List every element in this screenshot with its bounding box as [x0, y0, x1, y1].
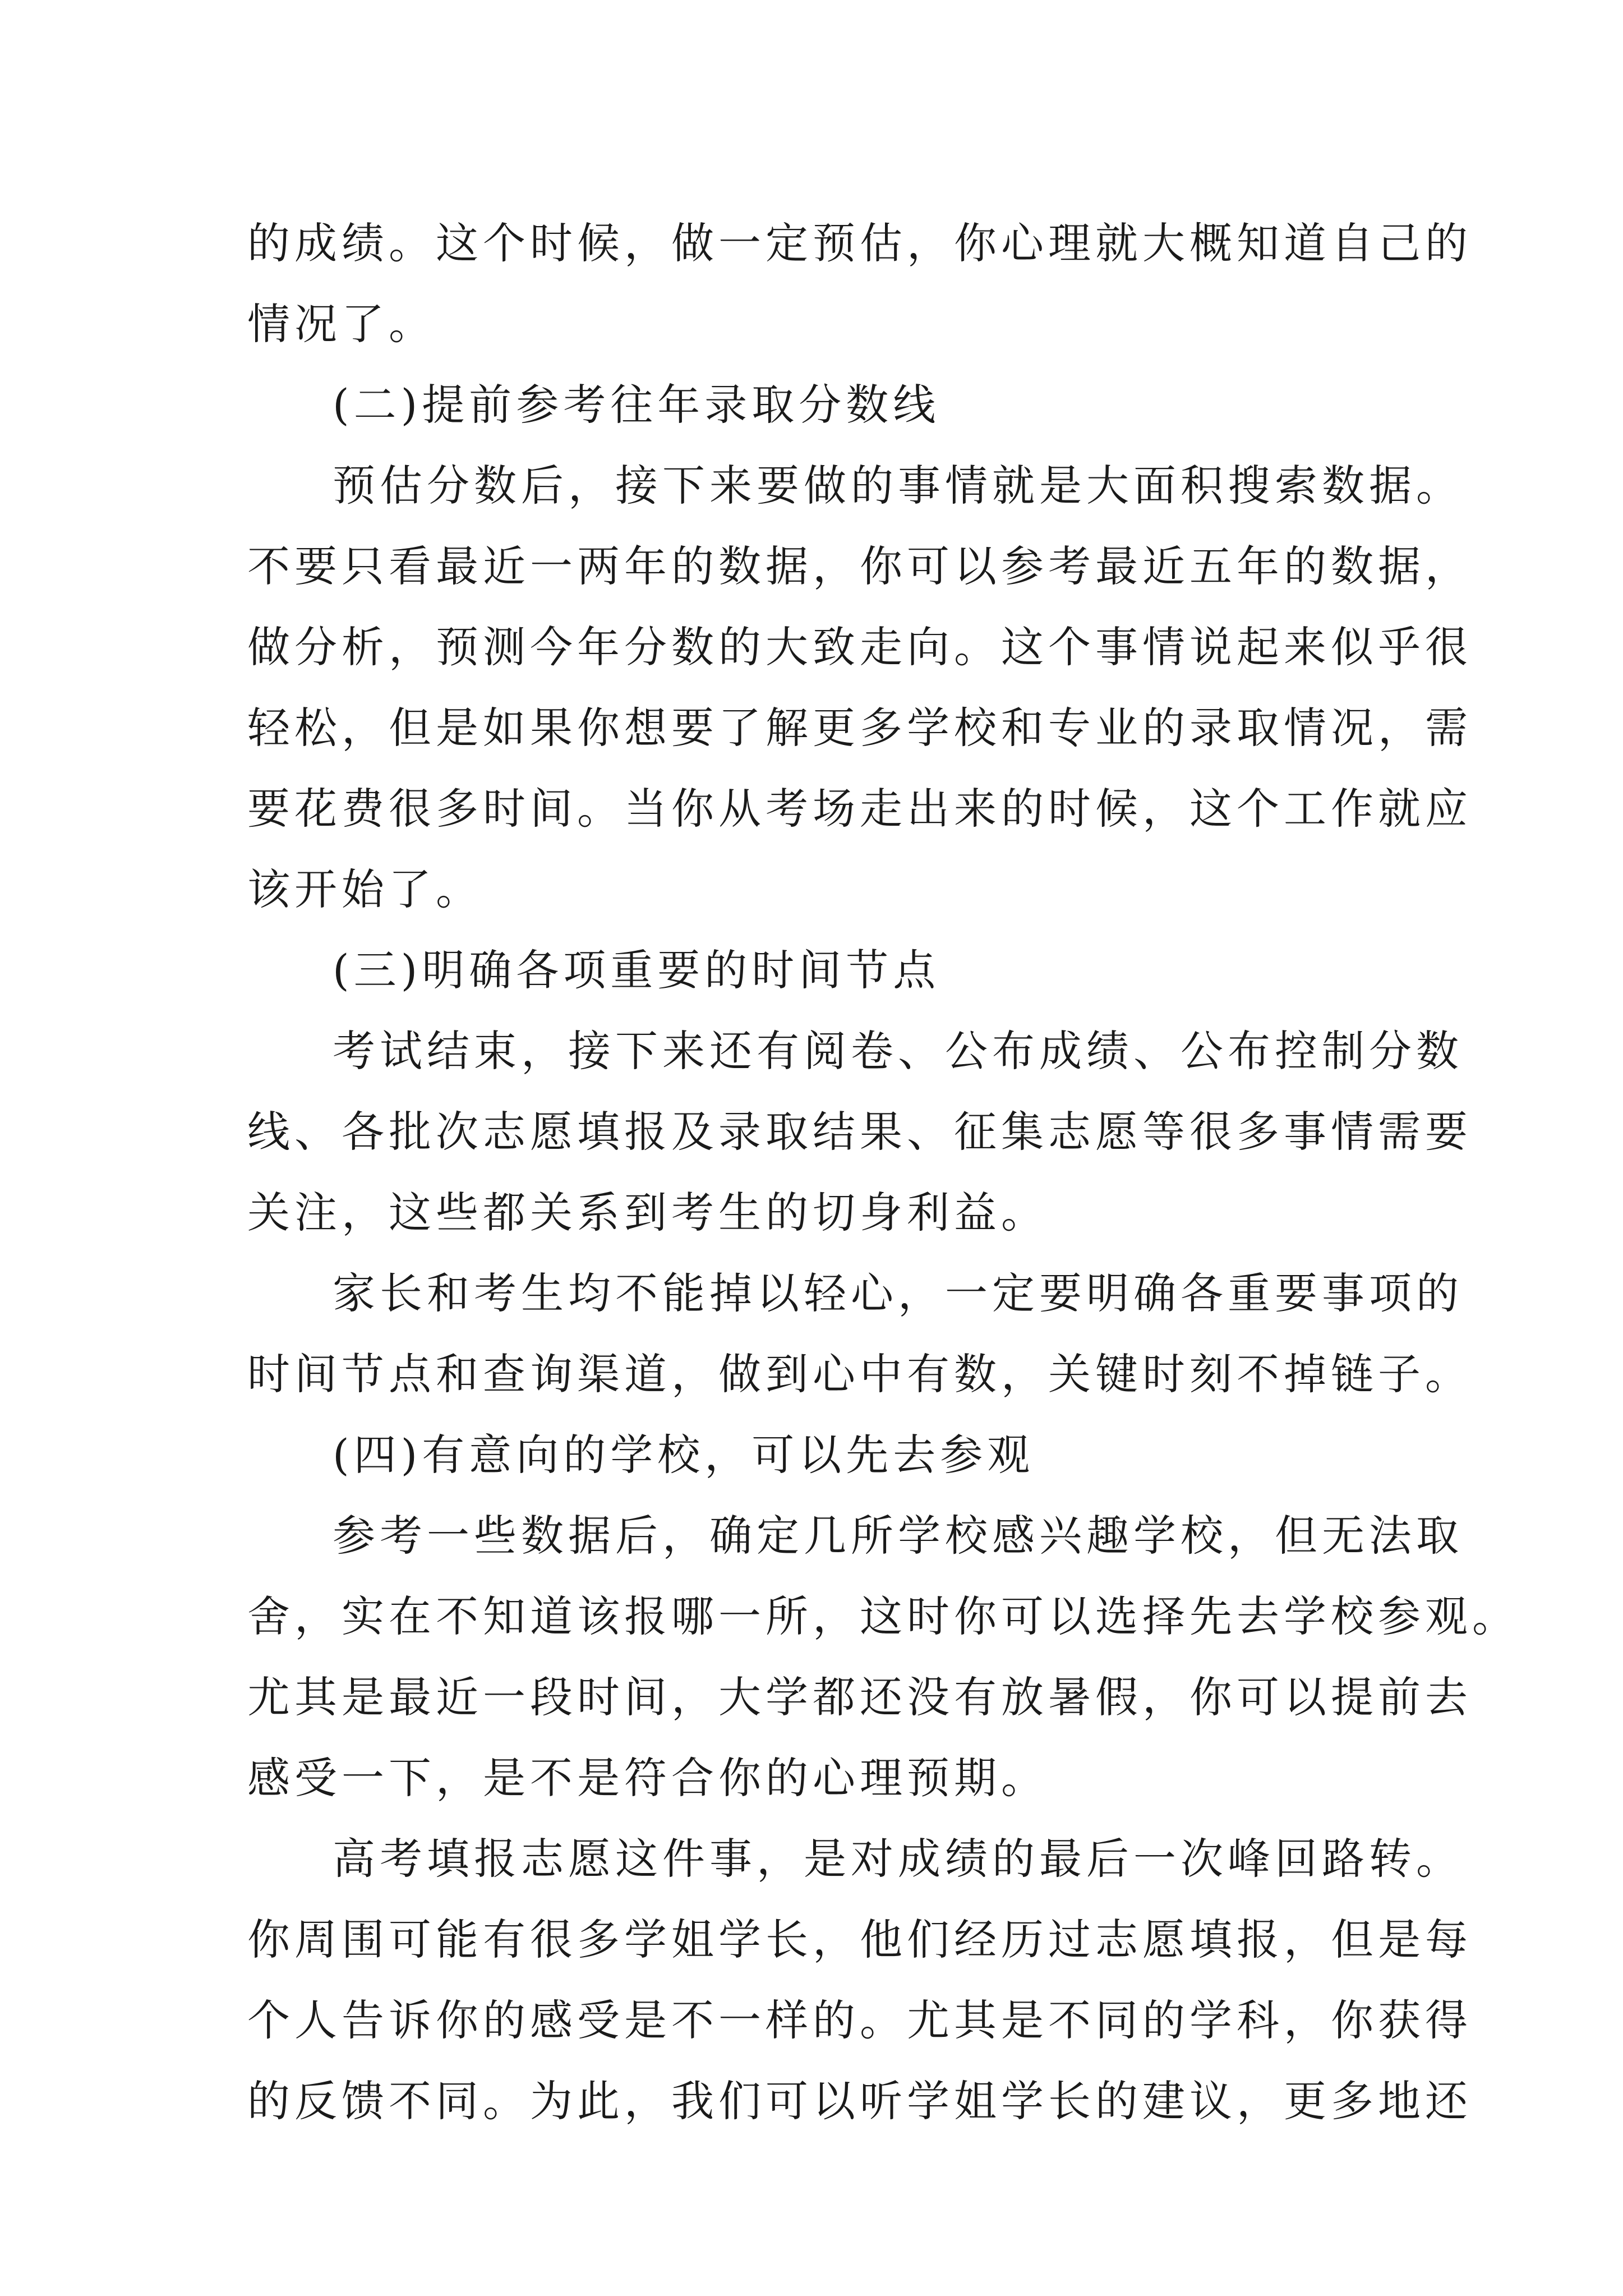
section-heading: (三)明确各项重要的时间节点 — [333, 945, 940, 995]
text-line: 关注，这些都关系到考生的切身利益。 — [247, 1188, 1048, 1237]
text-line: 预估分数后，接下来要做的事情就是大面积搜索数据。 — [333, 461, 1463, 510]
text-line: 情况了。 — [247, 299, 436, 349]
text-line: 的成绩。这个时候，做一定预估，你心理就大概知道自己的 — [247, 218, 1472, 268]
text-line: 家长和考生均不能掉以轻心，一定要明确各重要事项的 — [333, 1268, 1463, 1318]
text-line: 线、各批次志愿填报及录取结果、征集志愿等很多事情需要 — [247, 1107, 1472, 1157]
text-line: 尤其是最近一段时间，大学都还没有放暑假，你可以提前去 — [247, 1672, 1472, 1722]
text-line: 该开始了。 — [247, 864, 483, 914]
text-line: 不要只看最近一两年的数据，你可以参考最近五年的数据， — [247, 541, 1472, 591]
text-line: 做分析，预测今年分数的大致走向。这个事情说起来似乎很 — [247, 622, 1472, 672]
text-line: 感受一下，是不是符合你的心理预期。 — [247, 1753, 1048, 1803]
text-line: 个人告诉你的感受是不一样的。尤其是不同的学科，你获得 — [247, 1995, 1472, 2045]
text-line: 参考一些数据后，确定几所学校感兴趣学校，但无法取 — [333, 1511, 1463, 1561]
text-line: 高考填报志愿这件事，是对成绩的最后一次峰回路转。 — [333, 1834, 1463, 1884]
text-line: 你周围可能有很多学姐学长，他们经历过志愿填报，但是每 — [247, 1915, 1472, 1964]
section-heading: (四)有意向的学校，可以先去参观 — [333, 1430, 1035, 1480]
section-heading: (二)提前参考往年录取分数线 — [333, 380, 940, 430]
text-line: 考试结束，接下来还有阅卷、公布成绩、公布控制分数 — [333, 1026, 1463, 1076]
text-line: 要花费很多时间。当你从考场走出来的时候，这个工作就应 — [247, 784, 1472, 834]
text-line: 时间节点和查询渠道，做到心中有数，关键时刻不掉链子。 — [247, 1349, 1472, 1399]
text-line: 轻松，但是如果你想要了解更多学校和专业的录取情况，需 — [247, 703, 1472, 753]
text-line: 的反馈不同。为此，我们可以听学姐学长的建议，更多地还 — [247, 2076, 1472, 2126]
text-line: 舍，实在不知道该报哪一所，这时你可以选择先去学校参观。 — [247, 1591, 1519, 1641]
